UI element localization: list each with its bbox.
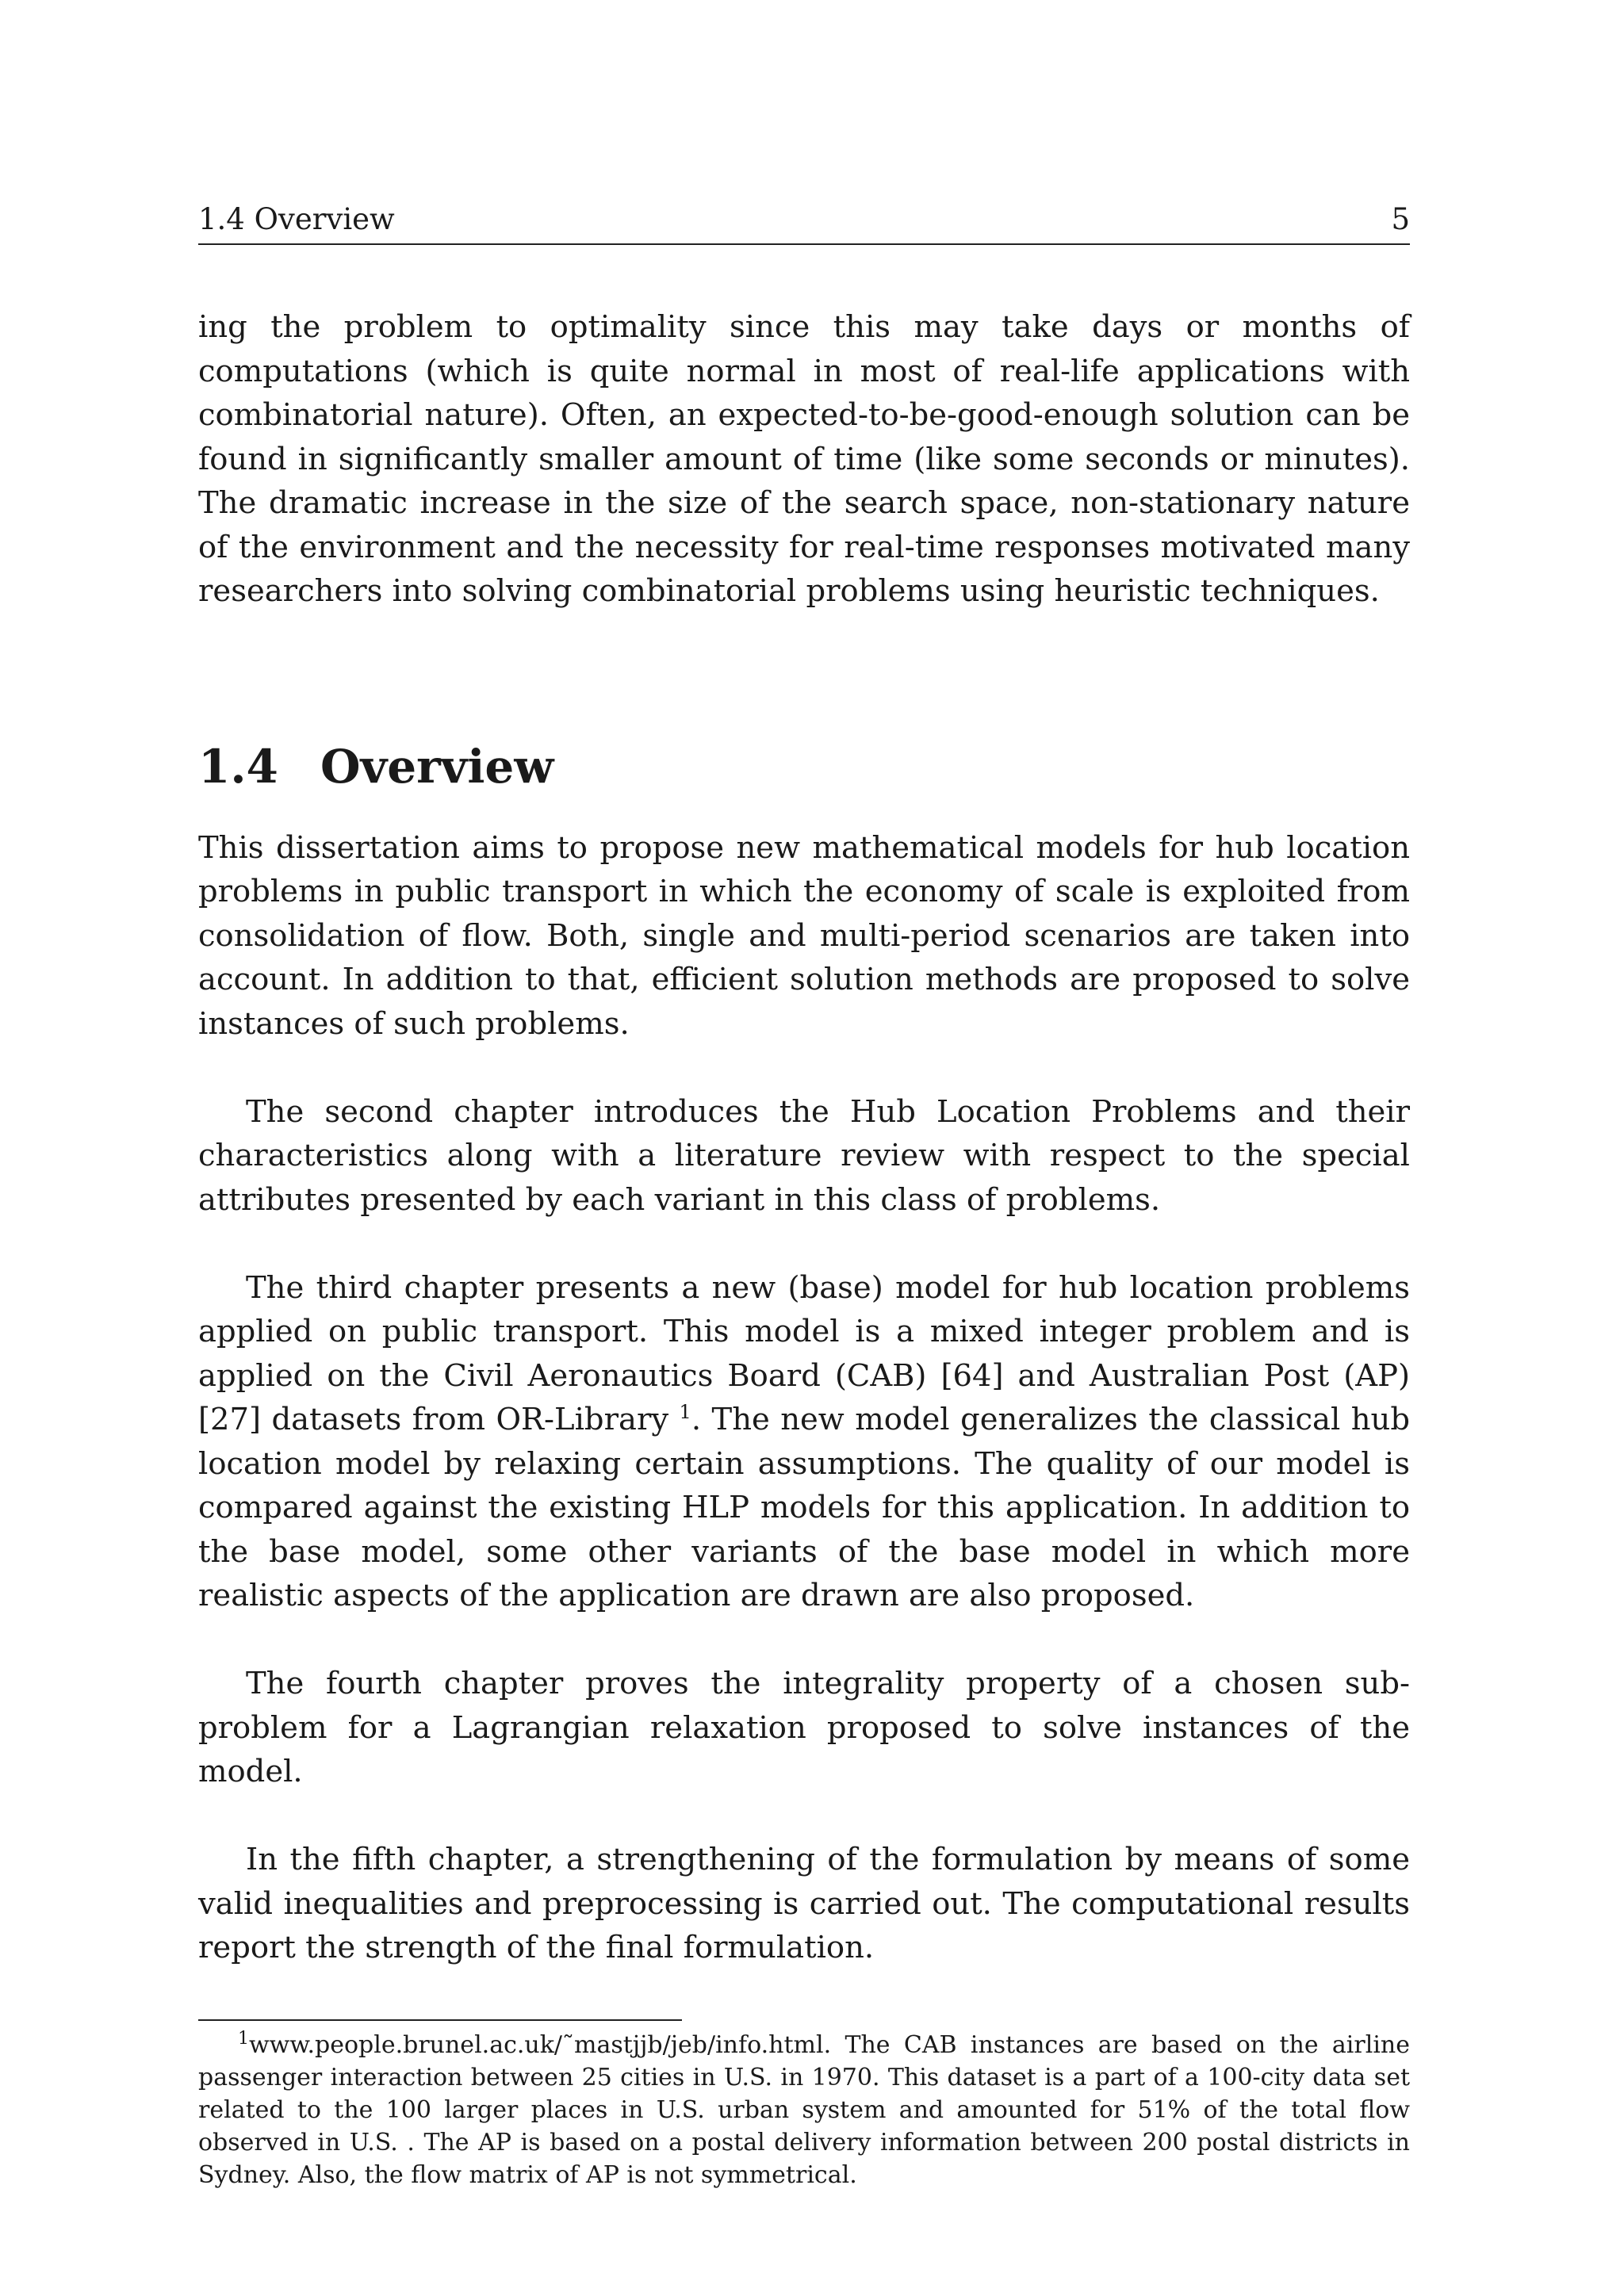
third-chapter-text-end: . The new model generalizes the classical hub location model by relaxing certain assumptions. The quality of our model is compared against the existing HLP models for this application. In addition to the base model, some other variants of the base model in which more realistic aspects of the application are drawn are also proposed.	[198, 1402, 1410, 1613]
intro-paragraph: ing the problem to optimality since this may take days or months of computations (which is quite normal in most of real-life applications with combinatorial nature). Often, an expected-to-be-good-enough solution can be found in significantly smaller amount of time (like some seconds or minutes). The dramatic increase in the size of the search space, non-stationary nature of the environment and the necessity for real-time responses motivated many researchers into solving combinatorial problems using heuristic techniques.	[198, 309, 1410, 609]
section-number: 1.4	[198, 739, 278, 794]
section-heading	[198, 739, 1410, 794]
body-text	[198, 305, 1410, 1970]
page	[198, 202, 1410, 2215]
paragraph-fifth-chapter: In the fifth chapter, a strengthening of the formulation by means of some valid inequalities and preprocessing is carried out. The computational results report the strength of the final formulation.	[198, 1842, 1410, 1965]
paragraph-third-chapter	[198, 1266, 1410, 1618]
running-header	[198, 202, 1410, 245]
page-number: 5	[1391, 202, 1410, 236]
footnote-mark: 1	[238, 2028, 249, 2049]
footnote-divider	[198, 2019, 682, 2021]
footnote	[198, 2029, 1410, 2191]
footnote-reference[interactable]: 1	[679, 1401, 691, 1424]
paragraph-second-chapter: The second chapter introduces the Hub Location Problems and their characteristics along with a literature review with respect to the special attributes presented by each variant in this class of problems.	[198, 1093, 1410, 1218]
third-chapter-text-start: The third chapter presents a new (base) model for hub location problems applied on public transport. This model is a mixed integer problem and is applied on the Civil Aeronautics Board (CAB) [64] and Australian Post (AP) [27] datasets from OR-Library	[198, 1269, 1410, 1437]
section-title: Overview	[320, 739, 554, 794]
footnote-text: www.people.brunel.ac.uk/˜mastjjb/jeb/info.html. The CAB instances are based on the airline passenger interaction between 25 cities in U.S. in 1970. This dataset is a part of a 100-city data set related to the 100 larger places in U.S. urban system and amounted for 51% of the total flow observed in U.S. . The AP is based on a postal delivery information between 200 postal districts in Sydney. Also, the flow matrix of AP is not symmetrical.	[198, 2030, 1410, 2189]
paragraph-fourth-chapter: The fourth chapter proves the integrality property of a chosen sub-problem for a Lagrangian relaxation proposed to solve instances of the model.	[198, 1666, 1410, 1789]
paragraph-dissertation-aims: This dissertation aims to propose new mathematical models for hub location problems in public transport in which the economy of scale is exploited from consolidation of flow. Both, single and multi-period scenarios are taken into account. In addition to that, efficient solution methods are proposed to solve instances of such problems.	[198, 829, 1410, 1042]
running-header-title: 1.4 Overview	[198, 202, 395, 236]
